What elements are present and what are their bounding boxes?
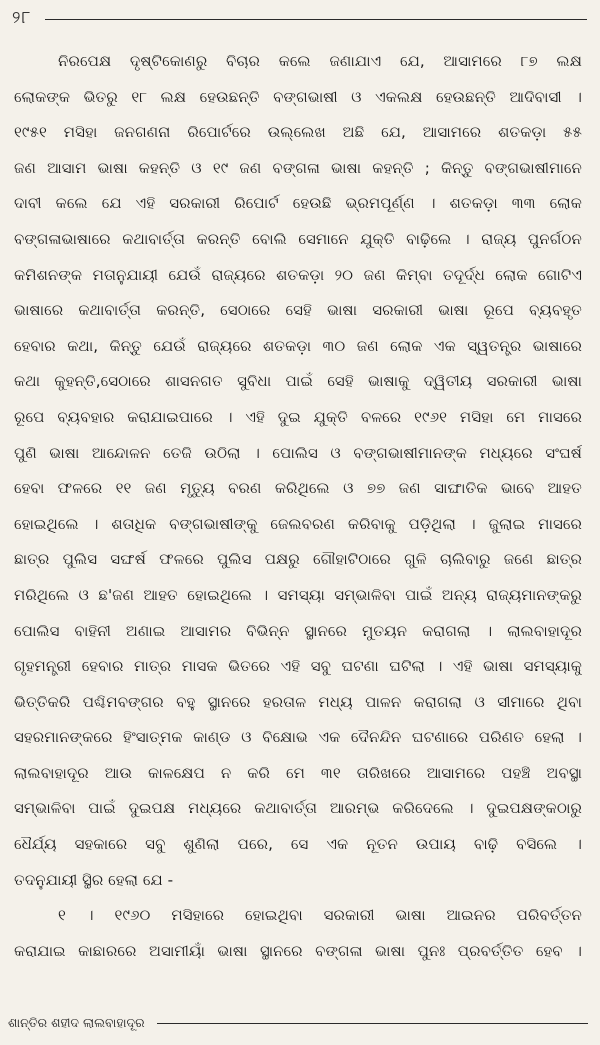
header-rule [45,19,587,20]
body-text [14,44,582,969]
text-line: ପୋଲିସ ବାହିନୀ ଅଣାଇ ଆସାମର ବିଭିନ୍ନ ସ୍ଥାନରେ ମୁତୟନ କରାଗଲା । ଲାଲବାହାଦୂର [14,621,582,640]
text-line: ଧୈର୍ଯ୍ୟ ସହକାରେ ସବୁ ଶୁଣିଲା ପରେ, ସେ ଏକ ନୂତନ ଉପାୟ ବାଢ଼ି ବସିଲେ । [14,835,582,854]
text-line: ସହରମାନଙ୍କରେ ହିଂସାତ୍ମକ କାଣ୍ଡ ଓ ବିକ୍ଷୋଭ ଏକ ଦୈନନ୍ଦିନ ଘଟଣାରେ ପରିଣତ ହେଲା । [14,728,582,747]
text-line: କଥା କୁହନ୍ତି,ସେଠାରେ ଶାସନଗତ ସୁବିଧା ପାଇଁ ସେହି ଭାଷାକୁ ଦ୍ୱିତୀୟ ସରକାରୀ ଭାଷା [14,372,582,391]
text-line: ମରିଥିଲେ ଓ ଛ'ଜଣ ଆହତ ହୋଇଥିଲେ । ସମସ୍ୟା ସମ୍ଭାଳିବା ପାଇଁ ଅନ୍ୟ ରାଜ୍ୟମାନଙ୍କରୁ [14,585,582,604]
text-line: ଭାଷାରେ କଥାବାର୍ତ୍ତା କରନ୍ତି, ସେଠାରେ ସେହି ଭାଷା ସରକାରୀ ଭାଷା ରୂପେ ବ୍ୟବହୃତ [14,301,582,320]
text-line: ଲୋକଙ୍କ ଭିତରୁ ୧୮ ଲକ୍ଷ ହେଉଛନ୍ତି ବଙ୍ଗଭାଷୀ ଓ ଏକଲକ୍ଷ ହେଉଛନ୍ତି ଆଦିବାସୀ । [14,87,582,106]
text-line: ବଙ୍ଗଳାଭାଷାରେ କଥାବାର୍ତ୍ତା କରନ୍ତି ବୋଲି ସେମାନେ ଯୁକ୍ତି ବାଢ଼ିଲେ । ରାଜ୍ୟ ପୁନର୍ଗଠନ [14,229,582,248]
footer-rule [157,1023,588,1024]
text-line: ଛାତ୍ର ପୁଲିସ ସଙ୍ଘର୍ଷ ଫଳରେ ପୁଲିସ ପକ୍ଷରୁ ଗୌହାଟିଠାରେ ଗୁଳି ଚାଲିବାରୁ ଜଣେ ଛାତ୍ର [14,550,582,569]
text-line: ୧୯୫୧ ମସିହା ଜନଗଣନା ରିପୋର୍ଟରେ ଉଲ୍ଲେଖ ଅଛି ଯେ, ଆସାମରେ ଶତକଡ଼ା ୫୫ [14,123,582,142]
text-line: କରାଯାଇ କାଛାରରେ ଅସାମୀୟାଁ ଭାଷା ସ୍ଥାନରେ ବଙ୍ଗଳା ଭାଷା ପୁନଃ ପ୍ରବର୍ତ୍ତିତ ହେବ । [14,941,582,960]
text-line: ଜଣ ଆସାମ ଭାଷା କହନ୍ତି ଓ ୧୯ ଜଣ ବଙ୍ଗଳା ଭାଷା କହନ୍ତି ; କିନ୍ତୁ ବଙ୍ଗଭାଷୀମାନେ [14,158,582,177]
text-line: ନିରପେକ୍ଷ ଦୃଷ୍ଟିକୋଣରୁ ବିଚାର କଲେ ଜଣାଯାଏ ଯେ, ଆସାମରେ ୮୭ ଲକ୍ଷ [58,52,582,70]
text-line: ପୁଣି ଭାଷା ଆନ୍ଦୋଳନ ତେଜି ଉଠିଲା । ପୋଲିସ ଓ ବଙ୍ଗଭାଷୀମାନଙ୍କ ମଧ୍ୟରେ ସଂଘର୍ଷ [14,443,582,462]
text-line: ହେବା ଫଳରେ ୧୧ ଜଣ ମୃତ୍ୟୁ ବରଣ କରିଥିଲେ ଓ ୭୭ ଜଣ ସାଙ୍ଘାତିକ ଭାବେ ଆହତ [14,479,582,498]
text-line: କମିଶନଙ୍କ ମତାନୁଯାୟୀ ଯେଉଁ ରାଜ୍ୟରେ ଶତକଡ଼ା ୨୦ ଜଣ କିମ୍ବା ତଦୂର୍ଦ୍ଧ ଲୋକ ଗୋଟିଏ [14,265,582,284]
text-line: ଭିତ୍ତିକରି ପଶ୍ଚିମବଙ୍ଗର ବହୁ ସ୍ଥାନରେ ହରତାଳ ମଧ୍ୟ ପାଳନ କରାଗଲା ଓ ସୀମାରେ ଥିବା [14,692,582,711]
text-line: ଲାଲବାହାଦୂର ଆଉ କାଳକ୍ଷେପ ନ କରି ମେ ୩୧ ତାରିଖରେ ଆସାମରେ ପହଞ୍ଚି ଅବସ୍ଥା [14,763,582,782]
text-line: ଗୃହମନ୍ତ୍ରୀ ହେବାର ମାତ୍ର ମାସକ ଭିତରେ ଏହି ସବୁ ଘଟଣା ଘଟିଲା । ଏହି ଭାଷା ସମସ୍ୟାକୁ [14,657,582,676]
list-item: ୧ । ୧୯୬୦ ମସିହାରେ ହୋଇଥିବା ସରକାରୀ ଭାଷା ଆଇନର ପରିବର୍ତ୍ତନ [58,906,582,925]
text-line: ଦାବୀ କଲେ ଯେ ଏହି ସରକାରୀ ରିପୋର୍ଟ ହେଉଛି ଭ୍ରମପୂର୍ଣ୍ଣ । ଶତକଡ଼ା ୩୩ ଲୋକ [14,194,582,213]
text-line: ରୂପେ ବ୍ୟବହାର କରାଯାଇପାରେ । ଏହି ଦୁଇ ଯୁକ୍ତି ବଳରେ ୧୯୬୧ ମସିହା ମେ ମାସରେ [14,407,582,426]
text-line: ହୋଇଥିଲେ । ଶତାଧିକ ବଙ୍ଗଭାଷୀଙ୍କୁ ଜେଲବରଣ କରିବାକୁ ପଡ଼ିଥିଲା । ଜୁଲାଇ ମାସରେ [14,514,582,533]
page-footer [8,1012,588,1034]
page-header [12,6,587,30]
text-line: ତଦନୁଯାୟୀ ସ୍ଥିର ହେଲା ଯେ - [14,870,174,889]
text-line: ହେବାର କଥା, କିନ୍ତୁ ଯେଉଁ ରାଜ୍ୟରେ ଶତକଡ଼ା ୩୦ ଜଣ ଲୋକ ଏକ ସ୍ୱତନ୍ତ୍ର ଭାଷାରେ [14,336,582,355]
book-title: ଶାନ୍ତିର ଶହୀଦ ଲାଲବାହାଦୂର [8,1015,145,1030]
text-line: ସମ୍ଭାଳିବା ପାଇଁ ଦୁଇପକ୍ଷ ମଧ୍ୟରେ କଥାବାର୍ତ୍ତା ଆରମ୍ଭ କରିଦେଲେ । ଦୁଇପକ୍ଷଙ୍କଠାରୁ [14,799,582,818]
page-number: ୨୮ [12,8,32,28]
